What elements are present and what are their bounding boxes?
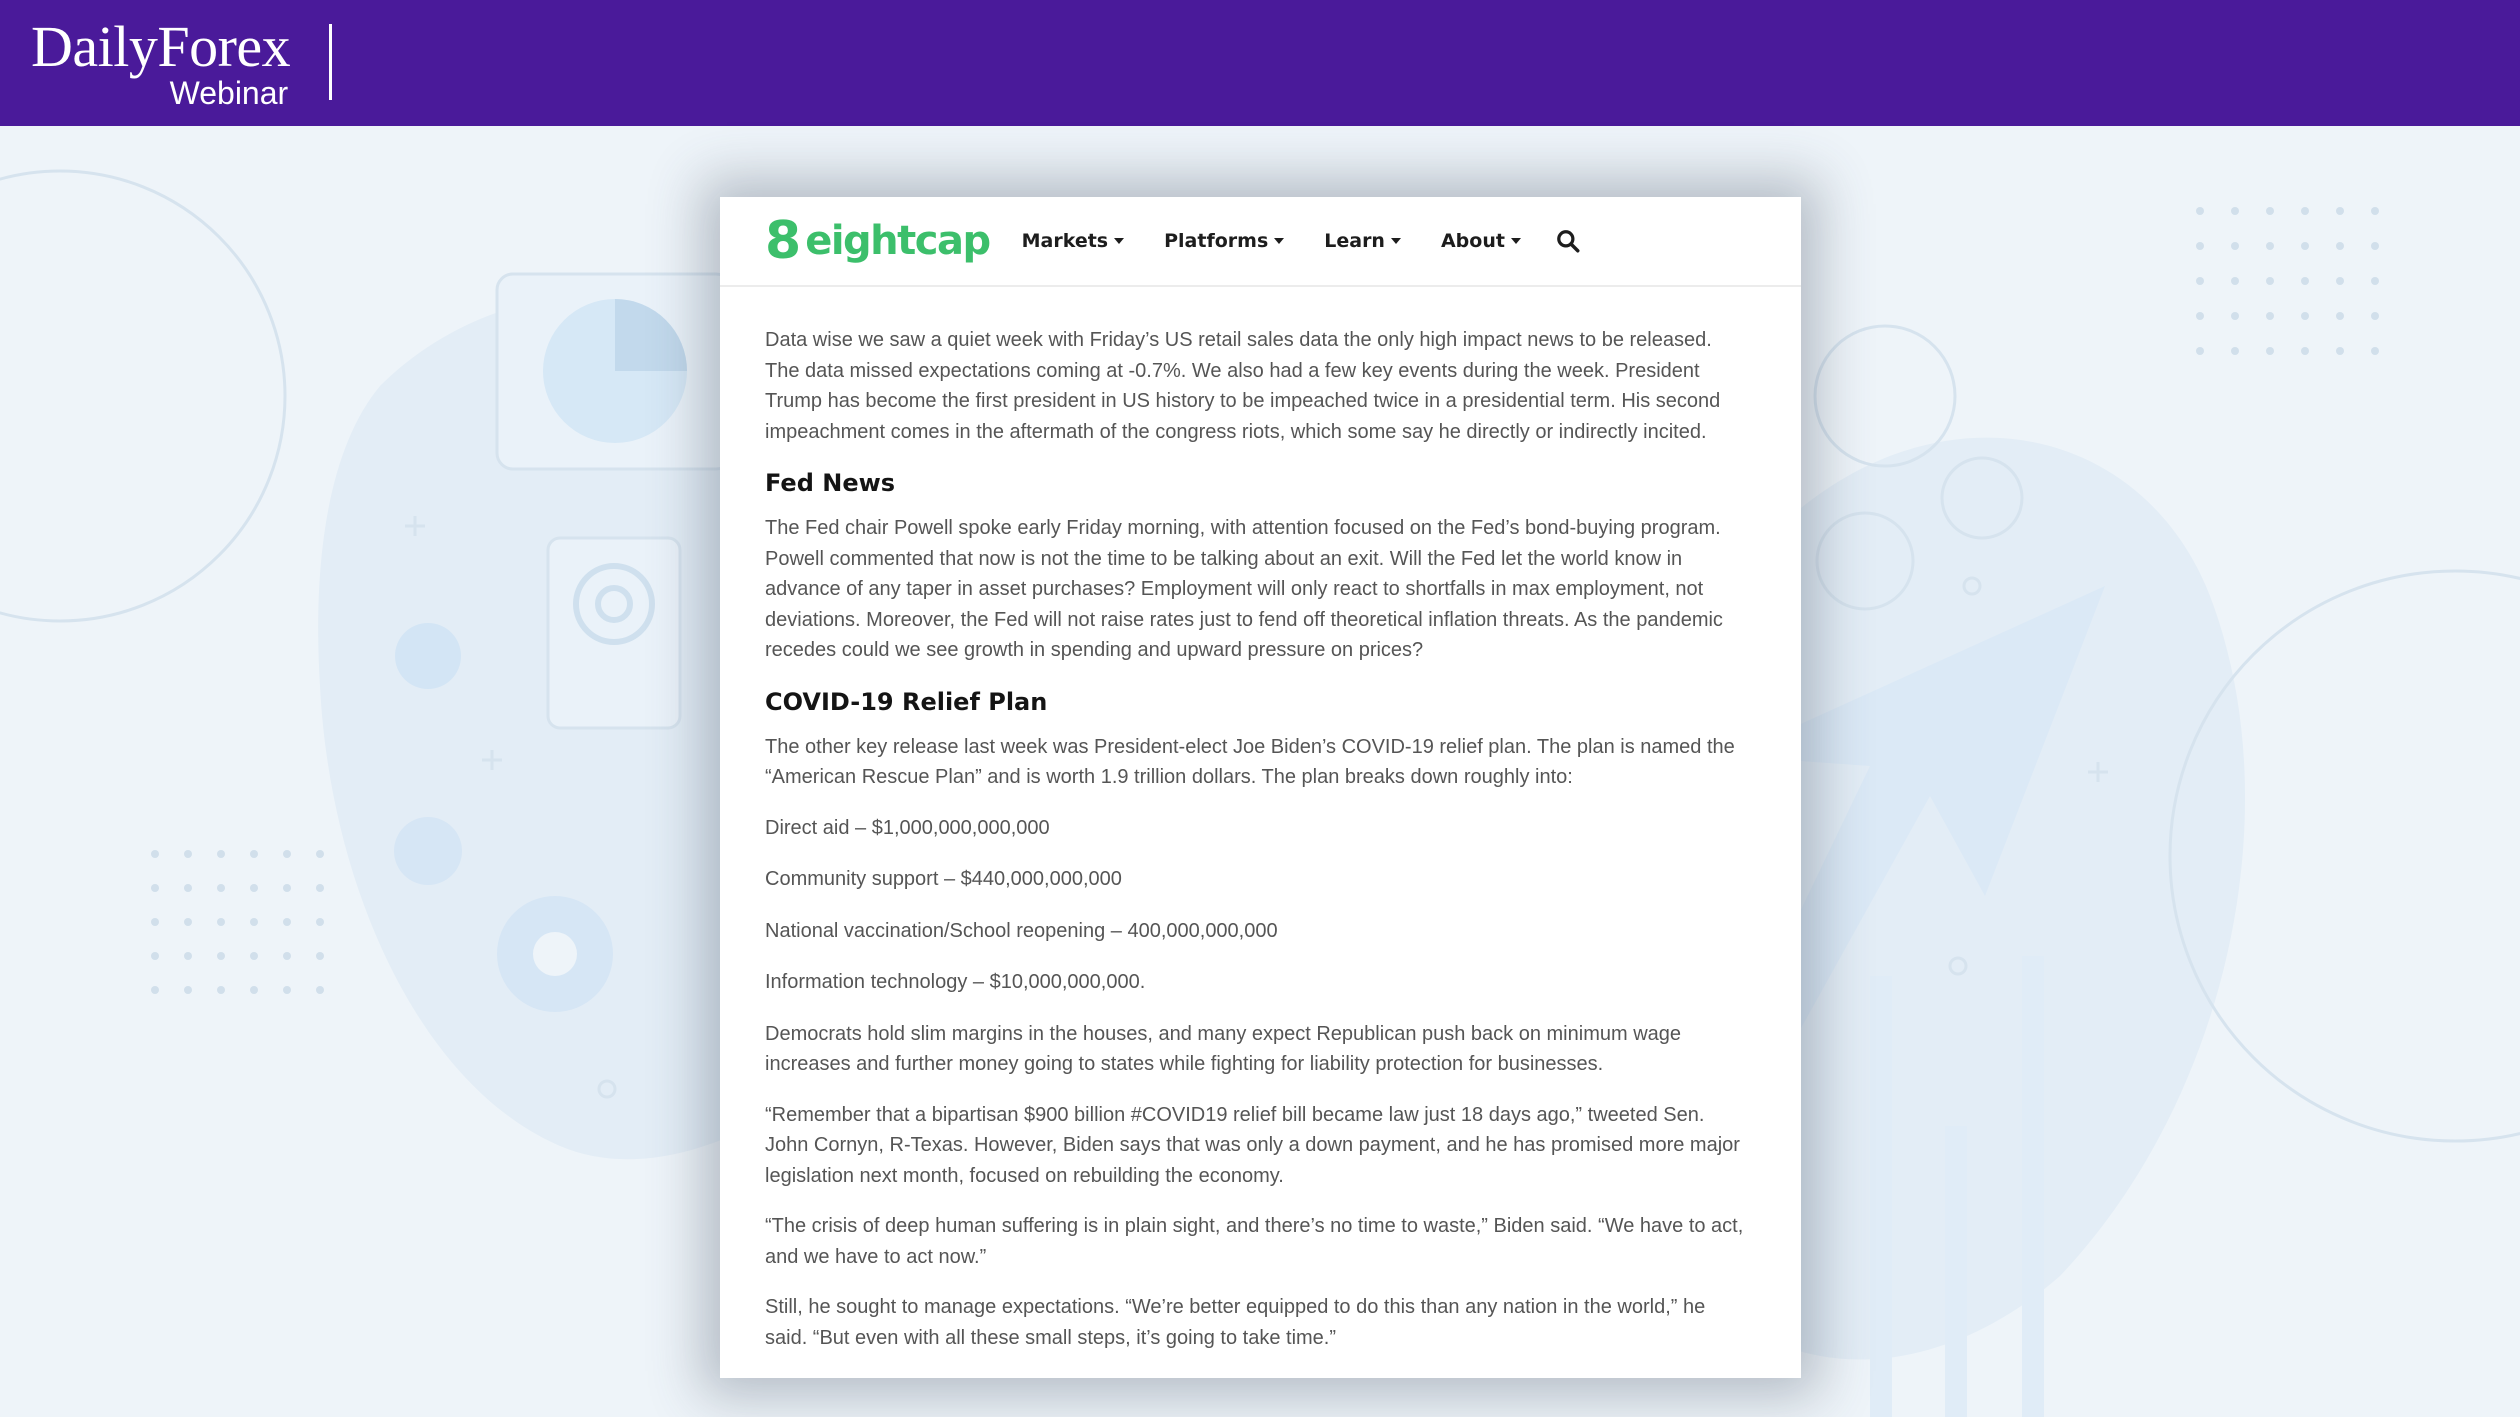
site-navbar [720, 197, 1801, 287]
fed-news-paragraph: The Fed chair Powell spoke early Friday morning, with attention focused on the Fed’s bond-buying program. Powell commented that now is not the time to be talking about an exit. Will the Fed let the world know in advance of any taper in asset purchases? Employment will only react to shortfalls in max employment, not deviations. Moreover, the Fed will not raise rates just to fend off theoretical inflation threats. As the pandemic recedes could we see growth in spending and upward pressure on prices? [765, 517, 1723, 661]
banner-divider [329, 24, 332, 100]
brand-name: DailyForex [31, 14, 291, 79]
breakdown-community-support: Community support – $440,000,000,000 [765, 868, 1122, 890]
chevron-down-icon [1114, 238, 1124, 244]
logo-mark: 8 [765, 211, 802, 271]
intro-paragraph: Data wise we saw a quiet week with Friday’s US retail sales data the only high impact news to be released. The data missed expectations coming at -0.7%. We also had a few key events during the week. President Trump has become the first president in US history to be impeached twice in a presidential term. His second impeachment comes in the aftermath of the congress riots, which some say he directly or indirectly incited. [765, 329, 1721, 443]
nav-markets[interactable] [1022, 230, 1125, 252]
nav-learn-label: Learn [1324, 230, 1385, 252]
brand-subtitle: Webinar [169, 75, 289, 111]
covid-relief-heading: COVID-19 Relief Plan [765, 687, 1048, 716]
article-card [720, 197, 1801, 1378]
nav-about[interactable] [1441, 230, 1521, 252]
chevron-down-icon [1274, 238, 1284, 244]
nav-learn[interactable] [1324, 230, 1401, 252]
eightcap-logo[interactable] [765, 211, 990, 271]
nav-about-label: About [1440, 230, 1505, 252]
breakdown-direct-aid: Direct aid – $1,000,000,000,000 [765, 816, 1050, 839]
crisis-quote-paragraph: “The crisis of deep human suffering is in plain sight, and there’s no time to waste,” Biden said. “We have to act, and we have to act now.” [765, 1215, 1744, 1268]
cornyn-paragraph: “Remember that a bipartisan $900 billion #COVID19 relief bill became law just 18 days ago,” tweeted Sen. John Cornyn, R-Texas. However, Biden says that was only a down payment, and he has promised more major legislation next month, focused on rebuilding the economy. [765, 1103, 1740, 1187]
search-icon[interactable] [1555, 228, 1581, 254]
nav-platforms[interactable] [1164, 230, 1284, 252]
breakdown-it: Information technology – $10,000,000,000. [765, 971, 1146, 993]
top-banner [0, 0, 2520, 126]
nav-markets-label: Markets [1021, 230, 1109, 252]
dailyforex-webinar-logo [31, 14, 291, 111]
fed-news-heading: Fed News [765, 469, 896, 497]
nav-platforms-label: Platforms [1164, 230, 1269, 252]
expectations-paragraph: Still, he sought to manage expectations. “We’re better equipped to do this than any nation in the world,” he said. “But even with all these small steps, it’s going to take time.” [765, 1296, 1706, 1349]
democrats-paragraph: Democrats hold slim margins in the houses, and many expect Republican push back on minimum wage increases and further money going to states while fighting for liability protection for businesses. [765, 1022, 1682, 1075]
article-body [720, 287, 1801, 1353]
chevron-down-icon [1391, 238, 1401, 244]
breakdown-vaccination: National vaccination/School reopening – 400,000,000,000 [765, 919, 1278, 942]
chevron-down-icon [1511, 238, 1521, 244]
covid-relief-paragraph: The other key release last week was President-elect Joe Biden’s COVID-19 relief plan. The plan is named the “American Rescue Plan” and is worth 1.9 trillion dollars. The plan breaks down roughly into: [765, 735, 1735, 788]
logo-text: eightcap [805, 218, 990, 264]
